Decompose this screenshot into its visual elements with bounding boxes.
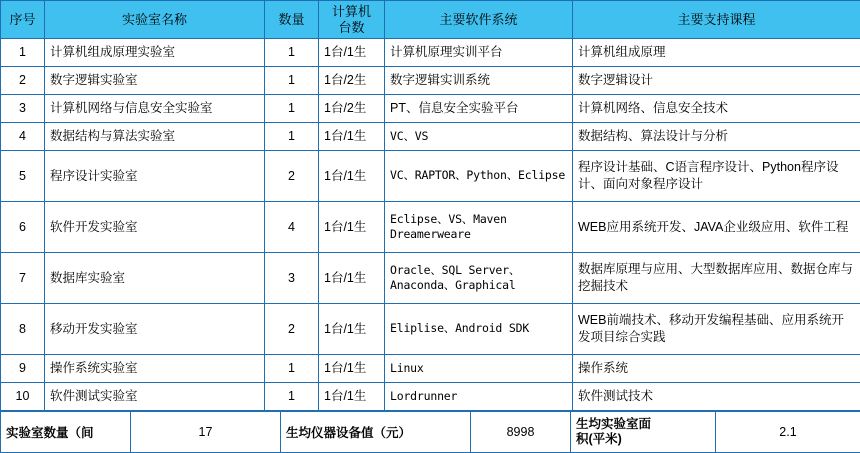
equipment-value-amount: 8998 bbox=[471, 412, 571, 453]
cell-lab-name: 操作系统实验室 bbox=[45, 355, 265, 383]
cell-quantity: 1 bbox=[265, 355, 319, 383]
table-row bbox=[1, 304, 860, 355]
cell-software: Lordrunner bbox=[385, 383, 573, 411]
cell-lab-name: 软件测试实验室 bbox=[45, 383, 265, 411]
cell-courses: WEB应用系统开发、JAVA企业级应用、软件工程 bbox=[573, 202, 860, 253]
table-row bbox=[1, 67, 860, 95]
cell-index: 4 bbox=[1, 123, 45, 151]
cell-quantity: 1 bbox=[265, 123, 319, 151]
table-row bbox=[1, 151, 860, 202]
cell-lab-name: 程序设计实验室 bbox=[45, 151, 265, 202]
cell-courses: WEB前端技术、移动开发编程基础、应用系统开发项目综合实践 bbox=[573, 304, 860, 355]
cell-pc-count: 1台/1生 bbox=[319, 123, 385, 151]
area-label-line1: 生均实验室面 bbox=[576, 417, 710, 432]
cell-index: 7 bbox=[1, 253, 45, 304]
summary-table bbox=[0, 411, 860, 453]
cell-courses: 数据结构、算法设计与分析 bbox=[573, 123, 860, 151]
summary-row bbox=[1, 412, 860, 453]
cell-quantity: 2 bbox=[265, 304, 319, 355]
cell-index: 3 bbox=[1, 95, 45, 123]
equipment-value-label: 生均仪器设备值（元） bbox=[281, 412, 471, 453]
cell-courses: 数字逻辑设计 bbox=[573, 67, 860, 95]
cell-index: 8 bbox=[1, 304, 45, 355]
cell-pc-count: 1台/2生 bbox=[319, 67, 385, 95]
cell-pc-count: 1台/2生 bbox=[319, 95, 385, 123]
cell-quantity: 2 bbox=[265, 151, 319, 202]
cell-software: VC、RAPTOR、Python、Eclipse bbox=[385, 151, 573, 202]
cell-lab-name: 移动开发实验室 bbox=[45, 304, 265, 355]
lab-count-label: 实验室数量（间 bbox=[1, 412, 131, 453]
header-row bbox=[1, 1, 860, 39]
table-row bbox=[1, 95, 860, 123]
table-row bbox=[1, 39, 860, 67]
column-header-courses: 主要支持课程 bbox=[573, 1, 860, 39]
area-per-student-value: 2.1 bbox=[716, 412, 860, 453]
cell-quantity: 3 bbox=[265, 253, 319, 304]
column-header-pc-count bbox=[319, 1, 385, 39]
cell-lab-name: 数字逻辑实验室 bbox=[45, 67, 265, 95]
column-header-pc-count-line2: 台数 bbox=[324, 20, 379, 36]
cell-index: 1 bbox=[1, 39, 45, 67]
area-label-line2: 积(平米) bbox=[576, 432, 710, 447]
cell-courses: 软件测试技术 bbox=[573, 383, 860, 411]
cell-pc-count: 1台/1生 bbox=[319, 253, 385, 304]
cell-software: 数字逻辑实训系统 bbox=[385, 67, 573, 95]
cell-software: Eliplise、Android SDK bbox=[385, 304, 573, 355]
cell-index: 5 bbox=[1, 151, 45, 202]
cell-pc-count: 1台/1生 bbox=[319, 39, 385, 67]
cell-quantity: 4 bbox=[265, 202, 319, 253]
cell-pc-count: 1台/1生 bbox=[319, 304, 385, 355]
cell-software: Oracle、SQL Server、Anaconda、Graphical bbox=[385, 253, 573, 304]
cell-lab-name: 数据库实验室 bbox=[45, 253, 265, 304]
table-row bbox=[1, 355, 860, 383]
column-header-index: 序号 bbox=[1, 1, 45, 39]
cell-quantity: 1 bbox=[265, 67, 319, 95]
table-row bbox=[1, 253, 860, 304]
cell-courses: 程序设计基础、C语言程序设计、Python程序设计、面向对象程序设计 bbox=[573, 151, 860, 202]
cell-pc-count: 1台/1生 bbox=[319, 355, 385, 383]
cell-pc-count: 1台/1生 bbox=[319, 151, 385, 202]
table-body bbox=[1, 39, 860, 411]
cell-lab-name: 计算机组成原理实验室 bbox=[45, 39, 265, 67]
area-per-student-label bbox=[571, 412, 716, 453]
cell-courses: 数据库原理与应用、大型数据库应用、数据仓库与挖掘技术 bbox=[573, 253, 860, 304]
cell-index: 2 bbox=[1, 67, 45, 95]
cell-software: Eclipse、VS、Maven Dreamerweare bbox=[385, 202, 573, 253]
table-row bbox=[1, 383, 860, 411]
cell-index: 6 bbox=[1, 202, 45, 253]
column-header-name: 实验室名称 bbox=[45, 1, 265, 39]
table-row bbox=[1, 123, 860, 151]
column-header-quantity: 数量 bbox=[265, 1, 319, 39]
cell-software: 计算机原理实训平台 bbox=[385, 39, 573, 67]
cell-software: PT、信息安全实验平台 bbox=[385, 95, 573, 123]
cell-quantity: 1 bbox=[265, 383, 319, 411]
cell-software: VC、VS bbox=[385, 123, 573, 151]
column-header-pc-count-line1: 计算机 bbox=[324, 4, 379, 20]
cell-pc-count: 1台/1生 bbox=[319, 383, 385, 411]
cell-quantity: 1 bbox=[265, 39, 319, 67]
cell-courses: 操作系统 bbox=[573, 355, 860, 383]
table-header bbox=[1, 1, 860, 39]
cell-index: 10 bbox=[1, 383, 45, 411]
cell-lab-name: 软件开发实验室 bbox=[45, 202, 265, 253]
cell-lab-name: 数据结构与算法实验室 bbox=[45, 123, 265, 151]
cell-courses: 计算机组成原理 bbox=[573, 39, 860, 67]
cell-lab-name: 计算机网络与信息安全实验室 bbox=[45, 95, 265, 123]
cell-software: Linux bbox=[385, 355, 573, 383]
cell-index: 9 bbox=[1, 355, 45, 383]
cell-quantity: 1 bbox=[265, 95, 319, 123]
table-row bbox=[1, 202, 860, 253]
cell-pc-count: 1台/1生 bbox=[319, 202, 385, 253]
cell-courses: 计算机网络、信息安全技术 bbox=[573, 95, 860, 123]
column-header-software: 主要软件系统 bbox=[385, 1, 573, 39]
lab-count-value: 17 bbox=[131, 412, 281, 453]
